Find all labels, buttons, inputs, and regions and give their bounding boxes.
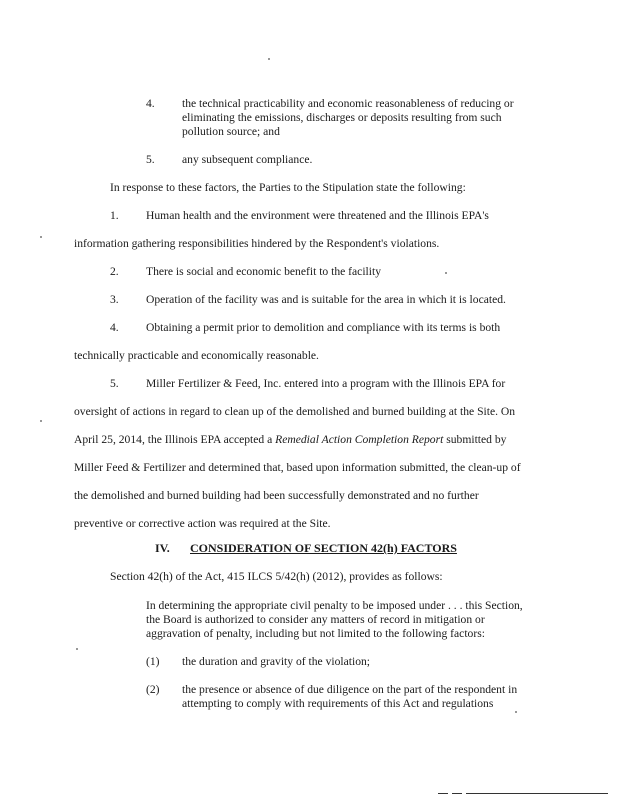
response-text: Human health and the environment were threatened and the Illinois EPA's	[146, 209, 489, 222]
quote-line: the Board is authorized to consider any matters of record in mitigation or	[146, 613, 485, 626]
scan-speck	[268, 58, 270, 60]
list-item-text: pollution source; and	[182, 125, 280, 138]
response-text: There is social and economic benefit to the facility	[146, 265, 382, 278]
response-text: Miller Feed & Fertilizer and determined that, based upon information submitted, the clean-up of	[74, 461, 521, 474]
footer-rule	[466, 793, 608, 794]
response-text: oversight of actions in regard to clean up of the demolished and burned building at the Site. On	[74, 405, 516, 418]
response-number: 2.	[110, 265, 119, 278]
response-text: information gathering responsibilities hindered by the Respondent's violations.	[74, 237, 440, 250]
section-heading	[0, 540, 619, 556]
list-item-text: the technical practicability and economic reasonableness of reducing or	[182, 97, 514, 110]
response-text: preventive or corrective action was required at the Site.	[74, 517, 331, 530]
quote-line: aggravation of penalty, including but not limited to the following factors:	[146, 627, 485, 640]
factor-number: (2)	[146, 683, 160, 696]
section-intro: Section 42(h) of the Act, 415 ILCS 5/42(h) (2012), provides as follows:	[110, 570, 443, 583]
response-text: Miller Fertilizer & Feed, Inc. entered into a program with the Illinois EPA for	[146, 377, 506, 390]
quote-line: In determining the appropriate civil penalty to be imposed under . . . this Section,	[146, 599, 523, 612]
factor-text: the presence or absence of due diligence on the part of the respondent in	[182, 683, 518, 696]
response-text: Obtaining a permit prior to demolition and compliance with its terms is both	[146, 321, 501, 334]
factor-text: attempting to comply with requirements of this Act and regulations	[182, 697, 494, 710]
factor-text: the duration and gravity of the violation;	[182, 655, 371, 668]
text-run: submitted by	[443, 433, 507, 446]
list-item-text: eliminating the emissions, discharges or deposits resulting from such	[182, 111, 502, 124]
text-run: April 25, 2014, the Illinois EPA accepted a	[74, 433, 276, 446]
response-number: 4.	[110, 321, 119, 334]
section-title: CONSIDERATION OF SECTION 42(h) FACTORS	[190, 541, 457, 555]
response-text	[74, 433, 506, 447]
scan-speck	[76, 648, 78, 650]
scan-speck	[40, 420, 42, 422]
response-text: the demolished and burned building had been successfully demonstrated and no further	[74, 489, 479, 502]
report-title: Remedial Action Completion Report	[275, 433, 444, 446]
intro-paragraph: In response to these factors, the Parties to the Stipulation state the following:	[110, 181, 466, 194]
response-number: 3.	[110, 293, 119, 306]
scan-speck	[445, 272, 447, 274]
list-item-number: 5.	[146, 153, 155, 166]
response-text: technically practicable and economically reasonable.	[74, 349, 319, 362]
footer-rule	[452, 793, 462, 794]
response-number: 1.	[110, 209, 119, 222]
section-number: IV.	[155, 541, 170, 555]
factor-number: (1)	[146, 655, 160, 668]
list-item-text: any subsequent compliance.	[182, 153, 313, 166]
list-item-number: 4.	[146, 97, 155, 110]
response-text: Operation of the facility was and is suitable for the area in which it is located.	[146, 293, 506, 306]
scan-speck	[40, 236, 42, 238]
scan-speck	[515, 711, 517, 713]
response-number: 5.	[110, 377, 119, 390]
footer-rule	[438, 793, 448, 794]
